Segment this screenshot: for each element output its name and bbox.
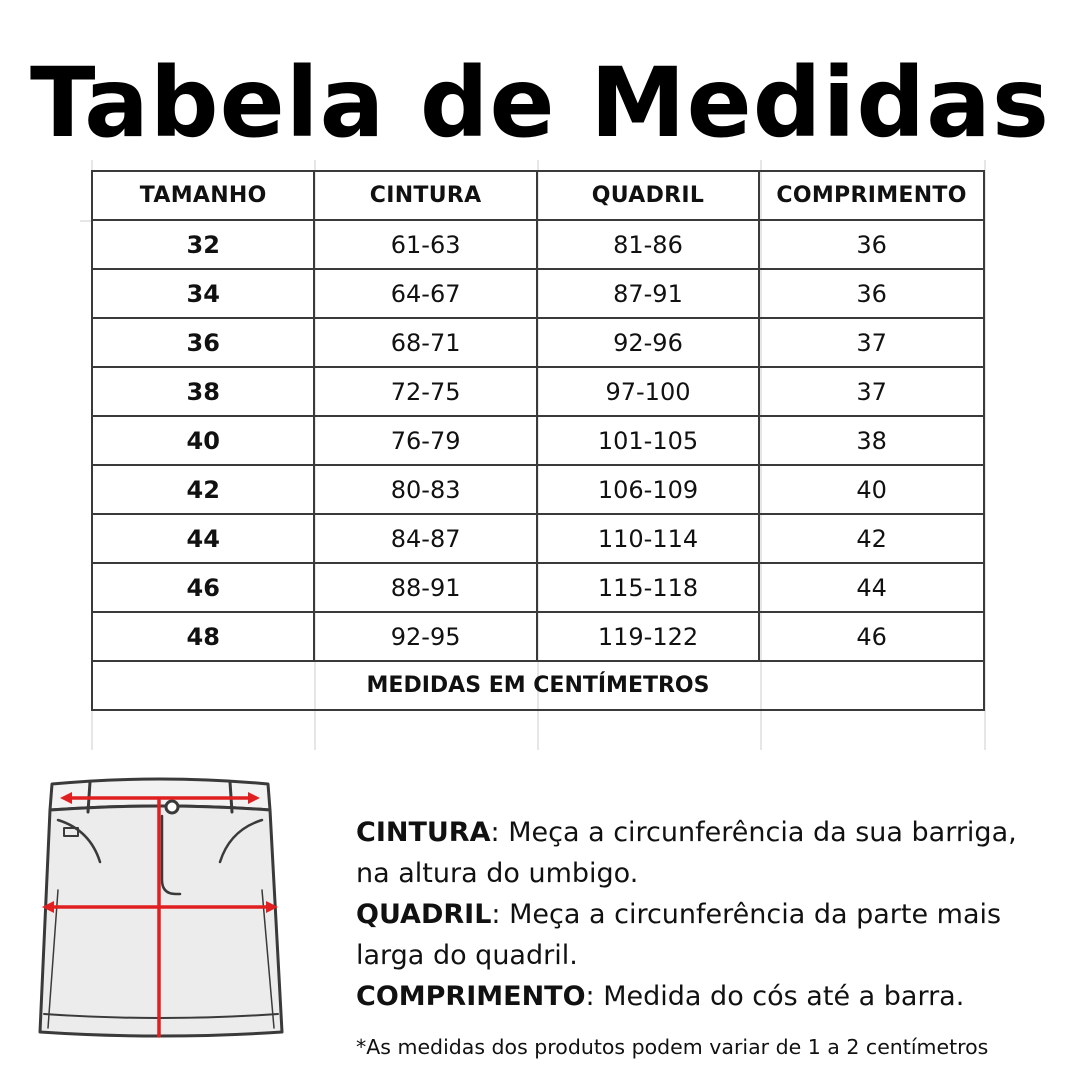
table-footer-row	[92, 661, 984, 710]
cell-quadril: 97-100	[537, 367, 759, 416]
table-row	[92, 367, 984, 416]
instruction-quadril	[356, 894, 1056, 976]
cell-cintura: 64-67	[314, 269, 536, 318]
cell-cintura: 76-79	[314, 416, 536, 465]
cell-quadril: 87-91	[537, 269, 759, 318]
header-tamanho: TAMANHO	[92, 171, 314, 220]
header-comprimento: COMPRIMENTO	[759, 171, 984, 220]
table-row	[92, 563, 984, 612]
header-cintura: CINTURA	[314, 171, 536, 220]
cell-cintura: 72-75	[314, 367, 536, 416]
table-row	[92, 416, 984, 465]
cell-comprimento: 40	[759, 465, 984, 514]
table-row	[92, 220, 984, 269]
cell-cintura: 61-63	[314, 220, 536, 269]
table-row	[92, 612, 984, 661]
instruction-cintura	[356, 812, 1056, 894]
skirt-measurement-icon	[30, 770, 290, 1040]
table-row	[92, 269, 984, 318]
cell-tamanho: 38	[92, 367, 314, 416]
variation-note: *As medidas dos produtos podem variar de 1 a 2 centímetros	[356, 1035, 989, 1059]
cell-quadril: 101-105	[537, 416, 759, 465]
cell-tamanho: 32	[92, 220, 314, 269]
cell-comprimento: 38	[759, 416, 984, 465]
cell-quadril: 92-96	[537, 318, 759, 367]
cell-comprimento: 37	[759, 318, 984, 367]
cell-tamanho: 34	[92, 269, 314, 318]
cell-tamanho: 44	[92, 514, 314, 563]
cell-tamanho: 48	[92, 612, 314, 661]
cell-quadril: 106-109	[537, 465, 759, 514]
cell-comprimento: 46	[759, 612, 984, 661]
instruction-comprimento	[356, 976, 1056, 1017]
size-table	[91, 170, 985, 711]
cell-comprimento: 42	[759, 514, 984, 563]
header-quadril: QUADRIL	[537, 171, 759, 220]
page-title: Tabela de Medidas	[30, 47, 1050, 159]
cell-comprimento: 44	[759, 563, 984, 612]
cell-quadril: 115-118	[537, 563, 759, 612]
cell-cintura: 88-91	[314, 563, 536, 612]
cell-quadril: 119-122	[537, 612, 759, 661]
measurement-instructions	[356, 812, 1056, 1017]
cell-tamanho: 40	[92, 416, 314, 465]
cell-tamanho: 42	[92, 465, 314, 514]
instruction-text: Medida do cós até a barra.	[594, 981, 965, 1012]
cell-quadril: 81-86	[537, 220, 759, 269]
table-row	[92, 318, 984, 367]
instruction-separator: :	[491, 899, 501, 930]
cell-cintura: 92-95	[314, 612, 536, 661]
cell-comprimento: 36	[759, 220, 984, 269]
cell-cintura: 68-71	[314, 318, 536, 367]
instruction-term: COMPRIMENTO	[356, 981, 586, 1012]
cell-tamanho: 46	[92, 563, 314, 612]
cell-comprimento: 36	[759, 269, 984, 318]
cell-tamanho: 36	[92, 318, 314, 367]
cell-cintura: 80-83	[314, 465, 536, 514]
table-row	[92, 465, 984, 514]
instruction-separator: :	[585, 981, 595, 1012]
instruction-text: Meça a circunferência da parte mais larga do quadril.	[356, 899, 1002, 971]
instruction-term: CINTURA	[356, 817, 491, 848]
cell-cintura: 84-87	[314, 514, 536, 563]
table-row	[92, 514, 984, 563]
table-header-row	[92, 171, 984, 220]
instruction-term: QUADRIL	[356, 899, 492, 930]
units-note: MEDIDAS EM CENTÍMETROS	[92, 661, 984, 710]
cell-comprimento: 37	[759, 367, 984, 416]
instruction-text: Meça a circunferência da sua barriga, na altura do umbigo.	[356, 817, 1017, 889]
cell-quadril: 110-114	[537, 514, 759, 563]
instruction-separator: :	[490, 817, 500, 848]
